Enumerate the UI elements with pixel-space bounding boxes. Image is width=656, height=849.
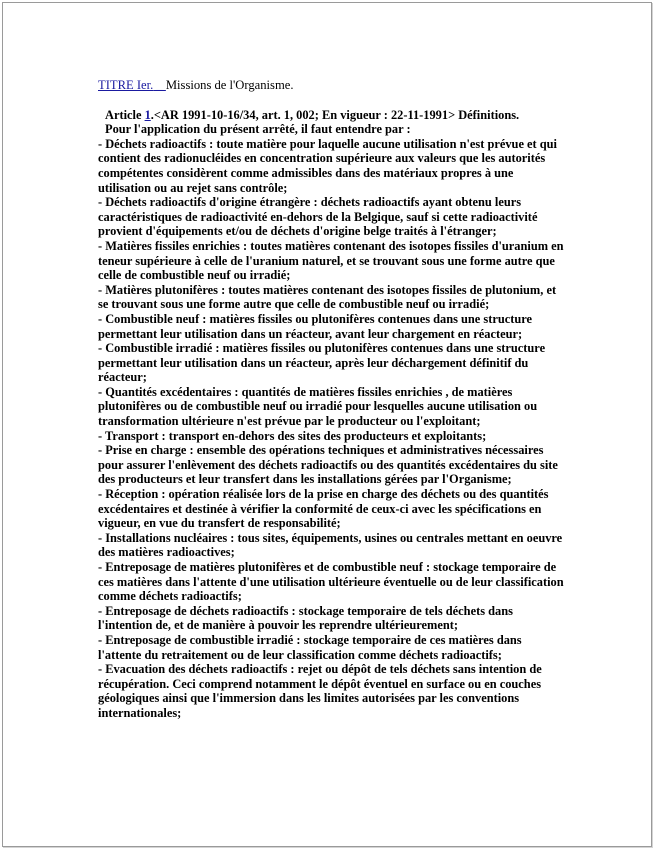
article-reference: .<AR 1991-10-16/34, art. 1, 002; En vigueur : 22-11-1991> Définitions. (150, 107, 520, 122)
definition-item: - Combustible irradié : matières fissiles ou plutonifères contenues dans une structure permettant leur utilisation dans un réacteur, après leur déchargement définitif du réacteur; (98, 341, 546, 385)
definition-item: - Entreposage de combustible irradié : stockage temporaire de ces matières dans l'attente du retraitement ou de leur classification comme déchets radioactifs; (98, 632, 522, 662)
definition-item: - Combustible neuf : matières fissiles ou plutonifères contenues dans une structure permettant leur utilisation dans un réacteur, avant leur chargement en réacteur; (98, 311, 533, 341)
definition-item: - Quantités excédentaires : quantités de matières fissiles enrichies , de matières plutonifères ou de combustible neuf ou irradié pour lesquelles aucune utilisation ou transformation ultérieure n'est prévue par le producteur ou l'exploitant; (98, 384, 538, 429)
document-body (98, 78, 568, 721)
article-heading (98, 108, 568, 123)
definition-item: - Déchets radioactifs d'origine étrangère : déchets radioactifs ayant obtenu leurs caractéristiques de radioactivité en-dehors de la Belgique, sauf si cette radioactivité provient d'équipements et/ou de déchets d'origine belge traités à l'étranger; (98, 195, 538, 239)
article-intro: Pour l'application du présent arrêté, il faut entendre par : (105, 122, 411, 137)
definition-item: - Entreposage de déchets radioactifs : stockage temporaire de tels déchets dans l'intention de, et de manière à pouvoir les reprendre ultérieurement; (98, 603, 513, 633)
definition-item: - Réception : opération réalisée lors de la prise en charge des déchets ou des quantités excédentaires et destinée à vérifier la conformité de ceux-ci avec les spécifications en vigueur, en vue du transfert de responsabilité; (98, 487, 549, 531)
title-separator: _ (153, 78, 166, 92)
definition-item: - Matières plutonifères : toutes matières contenant des isotopes fissiles de plutonium, et se trouvant sous une forme autre que celle de combustible neuf ou irradié; (98, 282, 557, 312)
definition-item: - Transport : transport en-dehors des sites des producteurs et exploitants; (98, 428, 487, 443)
title-link[interactable]: TITRE Ier. (98, 78, 154, 92)
definition-item: - Installations nucléaires : tous sites, équipements, usines ou centrales mettant en oeuvre des matières radioactives; (98, 530, 563, 560)
title-text: Missions de l'Organisme. (165, 78, 294, 92)
definition-item: - Entreposage de matières plutonifères et de combustible neuf : stockage temporaire de ces matières dans l'attente d'une utilisation ultérieure éventuelle ou de leur classification comme déchets radioactifs; (98, 560, 564, 604)
definition-item: - Prise en charge : ensemble des opérations techniques et administratives nécessaires pour assurer l'enlèvement des déchets radioactifs ou des quantités excédentaires du site des producteurs et leur transfert dans les installations gérées par l'Organisme; (98, 443, 558, 487)
article-number-link[interactable]: 1 (144, 107, 151, 122)
definitions-list (98, 137, 568, 721)
article-prefix: Article (105, 107, 145, 122)
definition-item: - Evacuation des déchets radioactifs : rejet ou dépôt de tels déchets sans intention de récupération. Ceci comprend notamment le dépôt éventuel en surface ou en couches géologiques ainsi que l'immersion dans les limites autorisées par les conventions internationales; (98, 662, 542, 720)
definition-item: - Matières fissiles enrichies : toutes matières contenant des isotopes fissiles d'uranium en teneur supérieure à celle de l'uranium naturel, et se trouvant sous une forme autre que celle de combustible neuf ou irradié; (98, 238, 564, 283)
definition-item: - Déchets radioactifs : toute matière pour laquelle aucune utilisation n'est prévue et qui contient des radionucléides en concentration supérieure aux valeurs que les autorités compétentes considèrent comme admissibles dans des matériaux propres à une utilisation ou au rejet sans contrôle; (98, 136, 557, 195)
section-title (98, 78, 568, 93)
